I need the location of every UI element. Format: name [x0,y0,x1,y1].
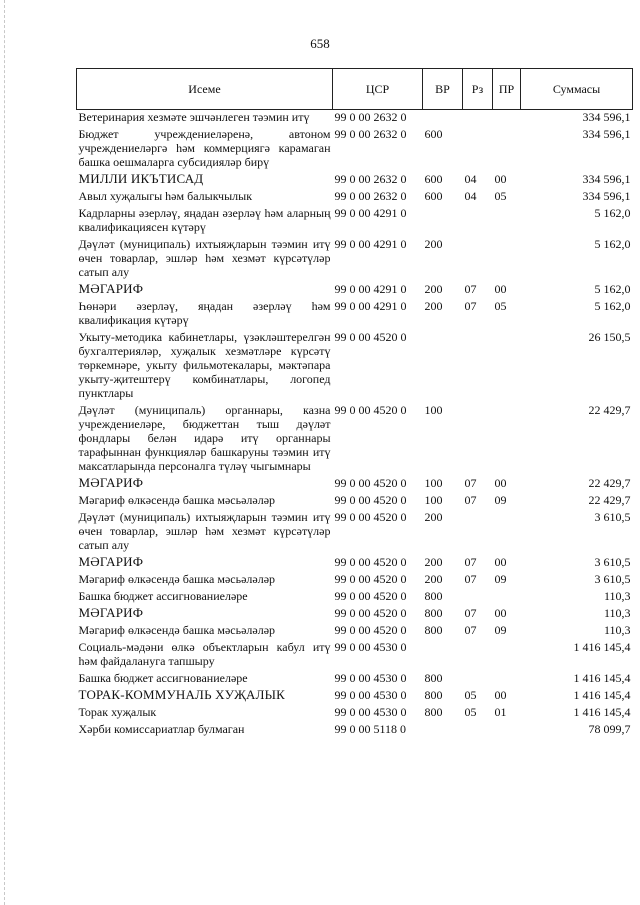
row-rz [463,234,493,279]
table-row [77,507,633,552]
row-rz [463,668,493,685]
row-pr [493,586,521,603]
row-pr [493,400,521,473]
row-rz: 07 [464,572,477,586]
row-rz [463,507,493,552]
row-pr [493,234,521,279]
row-pr [493,110,521,125]
row-vr: 800 [424,606,443,620]
table-row [77,327,633,400]
row-vr: 600 [424,189,443,203]
row-pr: 00 [494,688,507,702]
row-rz: 04 [464,189,477,203]
row-vr: 800 [424,623,443,637]
table-row [77,685,633,702]
row-sum: 26 150,5 [588,330,631,344]
row-pr [493,124,521,169]
row-rz: 07 [464,476,477,490]
row-csr: 99 0 00 2632 0 [334,127,407,141]
row-sum: 3 610,5 [594,510,631,524]
row-sum: 5 162,0 [594,282,631,296]
row-csr: 99 0 00 4520 0 [334,476,407,490]
row-name: Дәүләт (муниципаль) ихтыяҗларын тәэмин итү өчен товарлар, эшләр һәм хезмәт күрсәтүләр сатып алу [78,510,331,552]
table-row [77,586,633,603]
row-name: Хәрби комиссариатлар булмаган [78,722,245,736]
table-row [77,110,633,125]
header-sum: Суммасы [521,69,633,110]
row-pr: 01 [494,705,507,719]
table-row [77,603,633,620]
table-row [77,490,633,507]
row-sum: 5 162,0 [594,299,631,313]
row-csr: 99 0 00 4291 0 [334,282,407,296]
row-csr: 99 0 00 4291 0 [334,299,407,313]
row-vr: 800 [424,671,443,685]
row-csr: 99 0 00 4530 0 [334,671,407,685]
row-vr: 800 [424,589,443,603]
row-pr: 00 [494,555,507,569]
row-name: Торак хуҗалык [78,705,157,719]
row-name: Социаль-мәдәни өлкә объектларын кабул итү һәм файдалануга тапшыру [78,640,331,668]
table-row [77,169,633,186]
row-name: Мәгариф өлкәсендә башка мәсьәләләр [78,572,276,586]
header-pr: ПР [493,69,521,110]
row-name: МИЛЛИ ИКЪТИСАД [78,171,204,186]
row-pr [493,507,521,552]
row-vr: 600 [424,172,443,186]
row-rz: 07 [464,606,477,620]
row-sum: 3 610,5 [594,555,631,569]
row-rz: 05 [464,688,477,702]
row-name: Дәүләт (муниципаль) ихтыяҗларын тәэмин итү өчен товарлар, эшләр һәм хезмәт күрсәтүләр сатып алу [78,237,331,279]
table-row [77,400,633,473]
row-rz: 07 [464,282,477,296]
row-name: Авыл хуҗалыгы һәм балыкчылык [78,189,253,203]
page-number: 658 [310,36,330,51]
row-name: Дәүләт (муниципаль) органнары, казна учреждениеләре, бюджеттан тыш дәүләт фондлары белән идарә итү органнары тарафыннан функцияләр башкаруны тәэмин итү максатларында персоналга түләү чыгымнары [78,403,331,473]
row-sum: 5 162,0 [594,237,631,251]
row-vr: 100 [424,476,443,490]
row-csr: 99 0 00 4520 0 [334,572,407,586]
table-row [77,719,633,736]
row-pr: 05 [494,299,507,313]
row-name: Кадрларны әзерләү, яңадан әзерләү һәм аларның квалификациясен күтәрү [78,206,331,234]
header-vr: ВР [423,69,463,110]
row-csr: 99 0 00 4530 0 [334,705,407,719]
header-rz: Рз [463,69,493,110]
row-pr [493,637,521,668]
row-csr: 99 0 00 4520 0 [334,510,407,524]
row-rz [463,586,493,603]
row-csr: 99 0 00 4520 0 [334,555,407,569]
row-csr: 99 0 00 4520 0 [334,493,407,507]
row-name: Бюджет учреждениеләренә, автоном учреждениеләргә һәм коммерциягә карамаган башка оешмаларга субсидияләр бирү [78,127,331,169]
row-sum: 22 429,7 [588,493,631,507]
row-rz: 07 [464,493,477,507]
row-vr: 800 [424,705,443,719]
row-sum: 334 596,1 [582,110,631,124]
row-csr: 99 0 00 2632 0 [334,172,407,186]
table-body [77,110,633,737]
row-name: Башка бюджет ассигнованиеләре [78,671,248,685]
row-sum: 334 596,1 [582,189,631,203]
row-csr: 99 0 00 4291 0 [334,206,407,220]
row-rz [463,110,493,125]
row-vr: 200 [424,555,443,569]
row-csr: 99 0 00 4520 0 [334,589,407,603]
row-pr: 09 [494,572,507,586]
header-name: Исеме [77,69,333,110]
row-sum: 1 416 145,4 [573,688,631,702]
row-vr: 200 [424,237,443,251]
row-rz: 05 [464,705,477,719]
row-vr [423,719,463,736]
table-row [77,668,633,685]
row-vr: 100 [424,403,443,417]
row-rz [463,400,493,473]
table-row [77,203,633,234]
budget-table [76,68,633,736]
row-sum: 110,3 [603,606,631,620]
row-vr [423,637,463,668]
row-vr: 100 [424,493,443,507]
row-csr: 99 0 00 4520 0 [334,606,407,620]
row-name: МӘГАРИФ [78,281,144,296]
row-csr: 99 0 00 4520 0 [334,623,407,637]
table-row [77,637,633,668]
row-vr: 800 [424,688,443,702]
table-row [77,702,633,719]
table-row [77,569,633,586]
row-csr: 99 0 00 2632 0 [334,110,407,124]
row-vr [423,327,463,400]
table-row [77,124,633,169]
row-sum: 3 610,5 [594,572,631,586]
row-sum: 110,3 [603,589,631,603]
row-vr: 200 [424,510,443,524]
row-pr [493,203,521,234]
row-vr: 600 [424,127,443,141]
row-rz [463,327,493,400]
row-csr: 99 0 00 4291 0 [334,237,407,251]
row-rz [463,719,493,736]
row-name: МӘГАРИФ [78,554,144,569]
row-name: МӘГАРИФ [78,475,144,490]
table-row [77,186,633,203]
table-row [77,473,633,490]
row-name: Мәгариф өлкәсендә башка мәсьәләләр [78,623,276,637]
table-row [77,234,633,279]
row-rz: 04 [464,172,477,186]
row-vr [423,203,463,234]
row-csr: 99 0 00 4520 0 [334,403,407,417]
table-header-row [77,69,633,110]
row-pr: 09 [494,623,507,637]
row-sum: 334 596,1 [582,172,631,186]
row-name: Укыту-методика кабинетлары, үзәкләштерелгән бухгалтерияләр, хуҗалык хезмәтләре күрсәтү төркемнәре, укыту фильмотекалары, мәктәпара укыту-җитештерү комбинатлары, логопед пунктлары [78,330,331,400]
row-rz [463,637,493,668]
row-rz [463,203,493,234]
row-name: Башка бюджет ассигнованиеләре [78,589,248,603]
row-pr: 09 [494,493,507,507]
row-sum: 22 429,7 [588,476,631,490]
table-row [77,552,633,569]
row-name: МӘГАРИФ [78,605,144,620]
row-pr [493,327,521,400]
row-pr: 00 [494,172,507,186]
row-sum: 5 162,0 [594,206,631,220]
row-pr [493,719,521,736]
row-csr: 99 0 00 2632 0 [334,189,407,203]
row-sum: 22 429,7 [588,403,631,417]
row-csr: 99 0 00 5118 0 [334,722,407,736]
row-sum: 78 099,7 [588,722,631,736]
row-sum: 1 416 145,4 [573,705,631,719]
row-sum: 334 596,1 [582,127,631,141]
row-pr: 00 [494,606,507,620]
row-vr: 200 [424,282,443,296]
table-row [77,620,633,637]
row-csr: 99 0 00 4530 0 [334,640,407,654]
row-name: Мәгариф өлкәсендә башка мәсьәләләр [78,493,276,507]
row-pr: 00 [494,476,507,490]
header-csr: ЦСР [333,69,423,110]
row-pr: 05 [494,189,507,203]
table-row [77,279,633,296]
row-pr: 00 [494,282,507,296]
row-rz: 07 [464,623,477,637]
table-row [77,296,633,327]
row-pr [493,668,521,685]
page-edge-dashes [4,0,5,905]
row-sum: 1 416 145,4 [573,640,631,654]
row-vr [423,110,463,125]
row-rz [463,124,493,169]
row-vr: 200 [424,572,443,586]
row-name: Һөнәри әзерләү, яңадан әзерләү һәм квалификация күтәрү [78,299,331,327]
row-rz: 07 [464,299,477,313]
row-csr: 99 0 00 4520 0 [334,330,407,344]
row-sum: 1 416 145,4 [573,671,631,685]
row-name: Ветеринария хезмәте эшчәнлеген тәэмин итү [78,110,310,124]
row-sum: 110,3 [603,623,631,637]
row-csr: 99 0 00 4530 0 [334,688,407,702]
row-vr: 200 [424,299,443,313]
row-name: ТОРАК-КОММУНАЛЬ ХУҖАЛЫК [78,687,286,702]
row-rz: 07 [464,555,477,569]
